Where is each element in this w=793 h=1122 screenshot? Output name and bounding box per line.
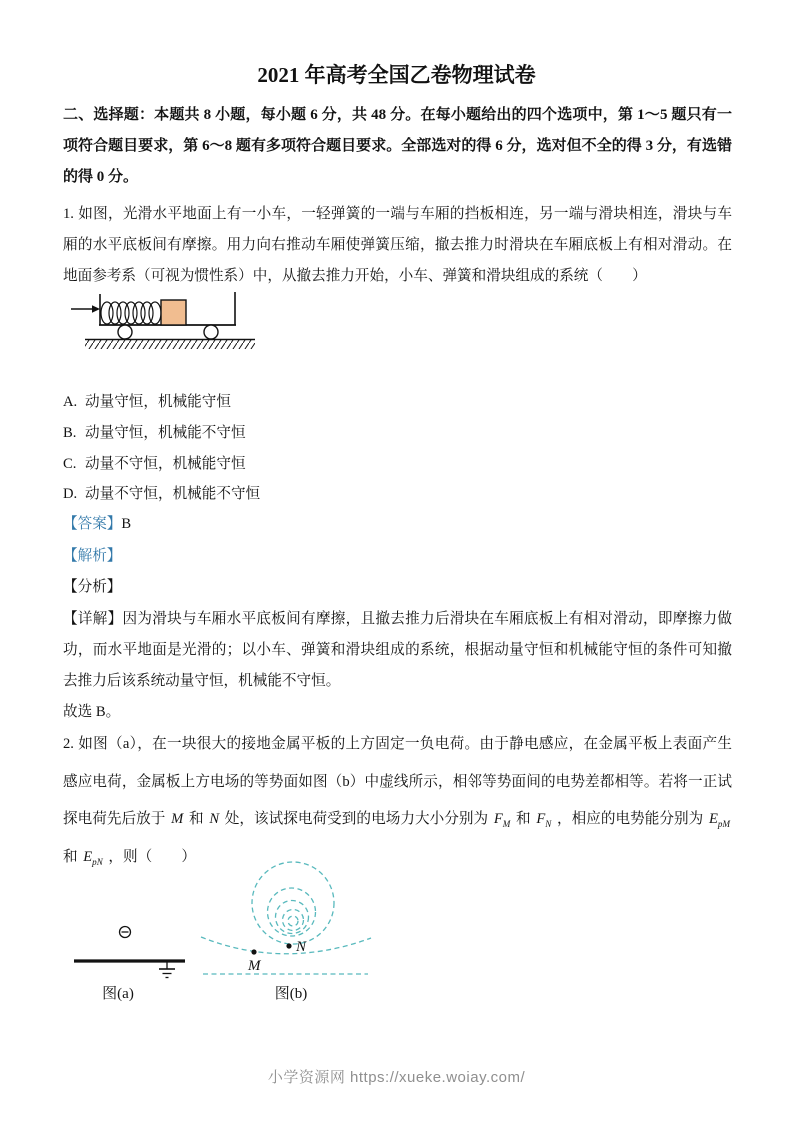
point-m-label: M [248, 958, 261, 974]
answer-label: 【答案】 [63, 516, 122, 532]
figure-a-caption: 图(a) [102, 986, 134, 1002]
answer-row [63, 509, 732, 540]
answer-value: B [121, 516, 132, 532]
conclusion-row: 故选 B。 [63, 704, 121, 720]
figure-b-caption: 图(b) [274, 986, 308, 1002]
option-b-label: B. [63, 424, 77, 441]
xiangjie-label: 【详解】 [63, 611, 123, 627]
option-a: A. 动量守恒，机械能守恒 [63, 387, 732, 418]
option-b: B. 动量守恒，机械能不守恒 [63, 418, 732, 449]
question-1-options [63, 387, 732, 510]
option-a-label: A. [63, 394, 78, 410]
negative-charge-icon [120, 927, 131, 938]
fenxi-row [63, 572, 732, 603]
point-n-label: N [296, 939, 307, 955]
question-1-text: 1. 如图，光滑水平地面上有一小车，一轻弹簧的一端与车厢的挡板相连，另一端与滑块相连，滑块与车厢的水平底板间有摩擦。用力向右推动车厢使弹簧压缩，撤去推力时滑块在车厢底板上有相对滑动。在地面参考系（可视为惯性系）中，从撤去推力开始，小车、弹簧和滑块组成的系统（ ） [63, 206, 732, 284]
figure-a [60, 888, 210, 1018]
xiangjie-paragraph: 【详解】因为滑块与车厢水平底板间有摩擦，且撤去推力后滑块在车厢底板上有相对滑动，即摩擦力做功，而水平地面是光滑的；以小车、弹簧和滑块组成的系统，根据动量守恒和机械能守恒的条件可知撤去推力后该系统动量守恒，机械能不守恒。 [63, 611, 732, 689]
ground-hatching [85, 340, 255, 350]
spring-icon [101, 302, 161, 324]
cart-spring-diagram [63, 289, 263, 355]
equipotential-arc [201, 937, 371, 954]
push-force-arrow [71, 305, 100, 313]
section-instructions: 二、选择题：本题共 8 小题，每小题 6 分，共 48 分。在每小题给出的四个选项中，第 1～5 题只有一项符合题目要求，第 6～8 题有多项符合题目要求。全部选对的得 6 分，选对但不全的得 3 分，有选错的得 0 分。 [63, 107, 732, 185]
question-2-number: 2. [63, 736, 74, 752]
option-d: D. 动量不守恒，机械能不守恒 [63, 479, 732, 510]
option-d-label: D. [63, 486, 78, 503]
fenxi-label: 【分析】 [63, 579, 122, 595]
grounded-plate-diagram [60, 888, 210, 1013]
equipotential-circles [201, 862, 371, 974]
question-2-body: 如图（a），在一块很大的接地金属平板的上方固定一负电荷。由于静电感应，在金属平板上表面产生感应电荷，金属板上方电场的等势面如图（b）中虚线所示，相邻等势面间的电势差都相等。若将一正试探电荷先后放于 M 和 N 处，该试探电荷受到的电场力大小分别为 $F_M$ 和 $F_N$ ，相应的电势能分别为 $E_{pM}$ 和 $E_{pN}$ ，则（ ） [63, 736, 732, 867]
jiexi-row [63, 541, 732, 572]
question-1-figure [63, 289, 263, 360]
cart-wheels [118, 325, 218, 339]
question-1-number: 1. [63, 206, 74, 222]
point-n-dot [286, 943, 291, 948]
ground-symbol-icon [159, 963, 175, 978]
slider-block [161, 300, 186, 325]
option-c: C. 动量不守恒，机械能守恒 [63, 449, 732, 480]
equipotential-diagram [196, 858, 376, 1010]
figure-b [196, 858, 376, 1015]
point-m-dot [251, 949, 256, 954]
option-c-label: C. [63, 455, 77, 472]
jiexi-label: 【解析】 [63, 548, 122, 564]
question-2-text [63, 726, 732, 876]
footer-watermark: 小学资源网 https://xueke.woiay.com/ [267, 1069, 526, 1086]
page-title: 2021 年高考全国乙卷物理试卷 [257, 63, 536, 87]
